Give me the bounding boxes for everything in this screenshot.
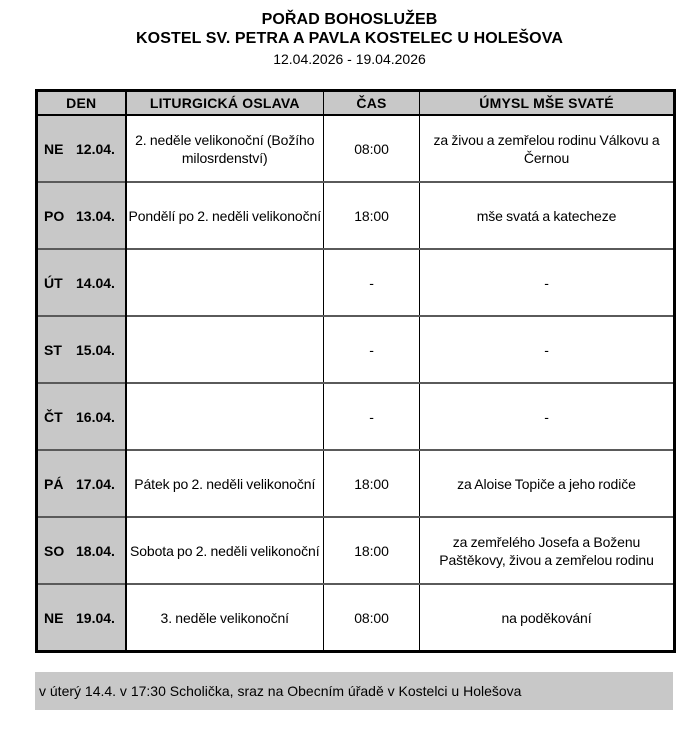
- table-row: [37, 249, 675, 316]
- day-date: 15.04.: [76, 341, 115, 358]
- day-date: 12.04.: [76, 140, 115, 157]
- day-abbr: ST: [44, 341, 62, 358]
- day-date: 13.04.: [76, 207, 115, 224]
- day-cell: [37, 182, 126, 249]
- time-cell: 08:00: [324, 584, 420, 652]
- table-row: [37, 383, 675, 450]
- intention-cell: -: [420, 383, 675, 450]
- day-cell: [37, 584, 126, 652]
- celebration-cell: [126, 383, 324, 450]
- day-date: 19.04.: [76, 609, 115, 626]
- footer-note-bar: [35, 672, 673, 710]
- day-cell: [37, 249, 126, 316]
- time-cell: 18:00: [324, 517, 420, 584]
- celebration-cell: Pátek po 2. neděli velikonoční: [126, 450, 324, 517]
- celebration-cell: 2. neděle velikonoční (Božího milosrdenství): [126, 115, 324, 182]
- table-row: [37, 517, 675, 584]
- celebration-cell: [126, 316, 324, 383]
- time-cell: 18:00: [324, 450, 420, 517]
- intention-cell: za zemřelého Josefa a Boženu Paštěkovy, živou a zemřelou rodinu: [420, 517, 675, 584]
- day-abbr: PO: [44, 207, 65, 224]
- day-abbr: PÁ: [44, 475, 64, 492]
- column-header-intention: ÚMYSL MŠE SVATÉ: [420, 91, 675, 116]
- column-header-den: DEN: [37, 91, 126, 116]
- table-row: [37, 316, 675, 383]
- day-date: 18.04.: [76, 542, 115, 559]
- time-cell: 08:00: [324, 115, 420, 182]
- day-cell: [37, 450, 126, 517]
- intention-cell: za Aloise Topiče a jeho rodiče: [420, 450, 675, 517]
- celebration-cell: Pondělí po 2. neděli velikonoční: [126, 182, 324, 249]
- column-header-time: ČAS: [324, 91, 420, 116]
- table-row: [37, 115, 675, 182]
- celebration-cell: 3. neděle velikonoční: [126, 584, 324, 652]
- date-range: 12.04.2026 - 19.04.2026: [273, 51, 426, 67]
- page-header: [0, 10, 699, 68]
- page-title: POŘAD BOHOSLUŽEB: [261, 11, 438, 28]
- intention-cell: mše svatá a katecheze: [420, 182, 675, 249]
- intention-cell: -: [420, 249, 675, 316]
- day-abbr: ČT: [44, 408, 63, 425]
- table-row: [37, 584, 675, 652]
- day-cell: [37, 316, 126, 383]
- day-abbr: NE: [44, 609, 64, 626]
- header-row: [37, 91, 675, 116]
- time-cell: -: [324, 249, 420, 316]
- celebration-cell: [126, 249, 324, 316]
- column-header-celebration: LITURGICKÁ OSLAVA: [126, 91, 324, 116]
- time-cell: -: [324, 316, 420, 383]
- day-cell: [37, 383, 126, 450]
- day-abbr: SO: [44, 542, 65, 559]
- day-date: 14.04.: [76, 274, 115, 291]
- intention-cell: -: [420, 316, 675, 383]
- time-cell: 18:00: [324, 182, 420, 249]
- day-cell: [37, 115, 126, 182]
- table-row: [37, 450, 675, 517]
- table-row: [37, 182, 675, 249]
- day-date: 17.04.: [76, 475, 115, 492]
- schedule-table: [35, 89, 676, 653]
- page-subtitle: KOSTEL SV. PETRA A PAVLA KOSTELEC U HOLEŠOVA: [136, 30, 563, 47]
- day-abbr: ÚT: [44, 274, 63, 291]
- intention-cell: za živou a zemřelou rodinu Válkovu a Černou: [420, 115, 675, 182]
- footer-note: v úterý 14.4. v 17:30 Scholička, sraz na Obecním úřadě v Kostelci u Holešova: [39, 683, 522, 699]
- day-date: 16.04.: [76, 408, 115, 425]
- day-cell: [37, 517, 126, 584]
- celebration-cell: Sobota po 2. neděli velikonoční: [126, 517, 324, 584]
- day-abbr: NE: [44, 140, 64, 157]
- intention-cell: na poděkování: [420, 584, 675, 652]
- time-cell: -: [324, 383, 420, 450]
